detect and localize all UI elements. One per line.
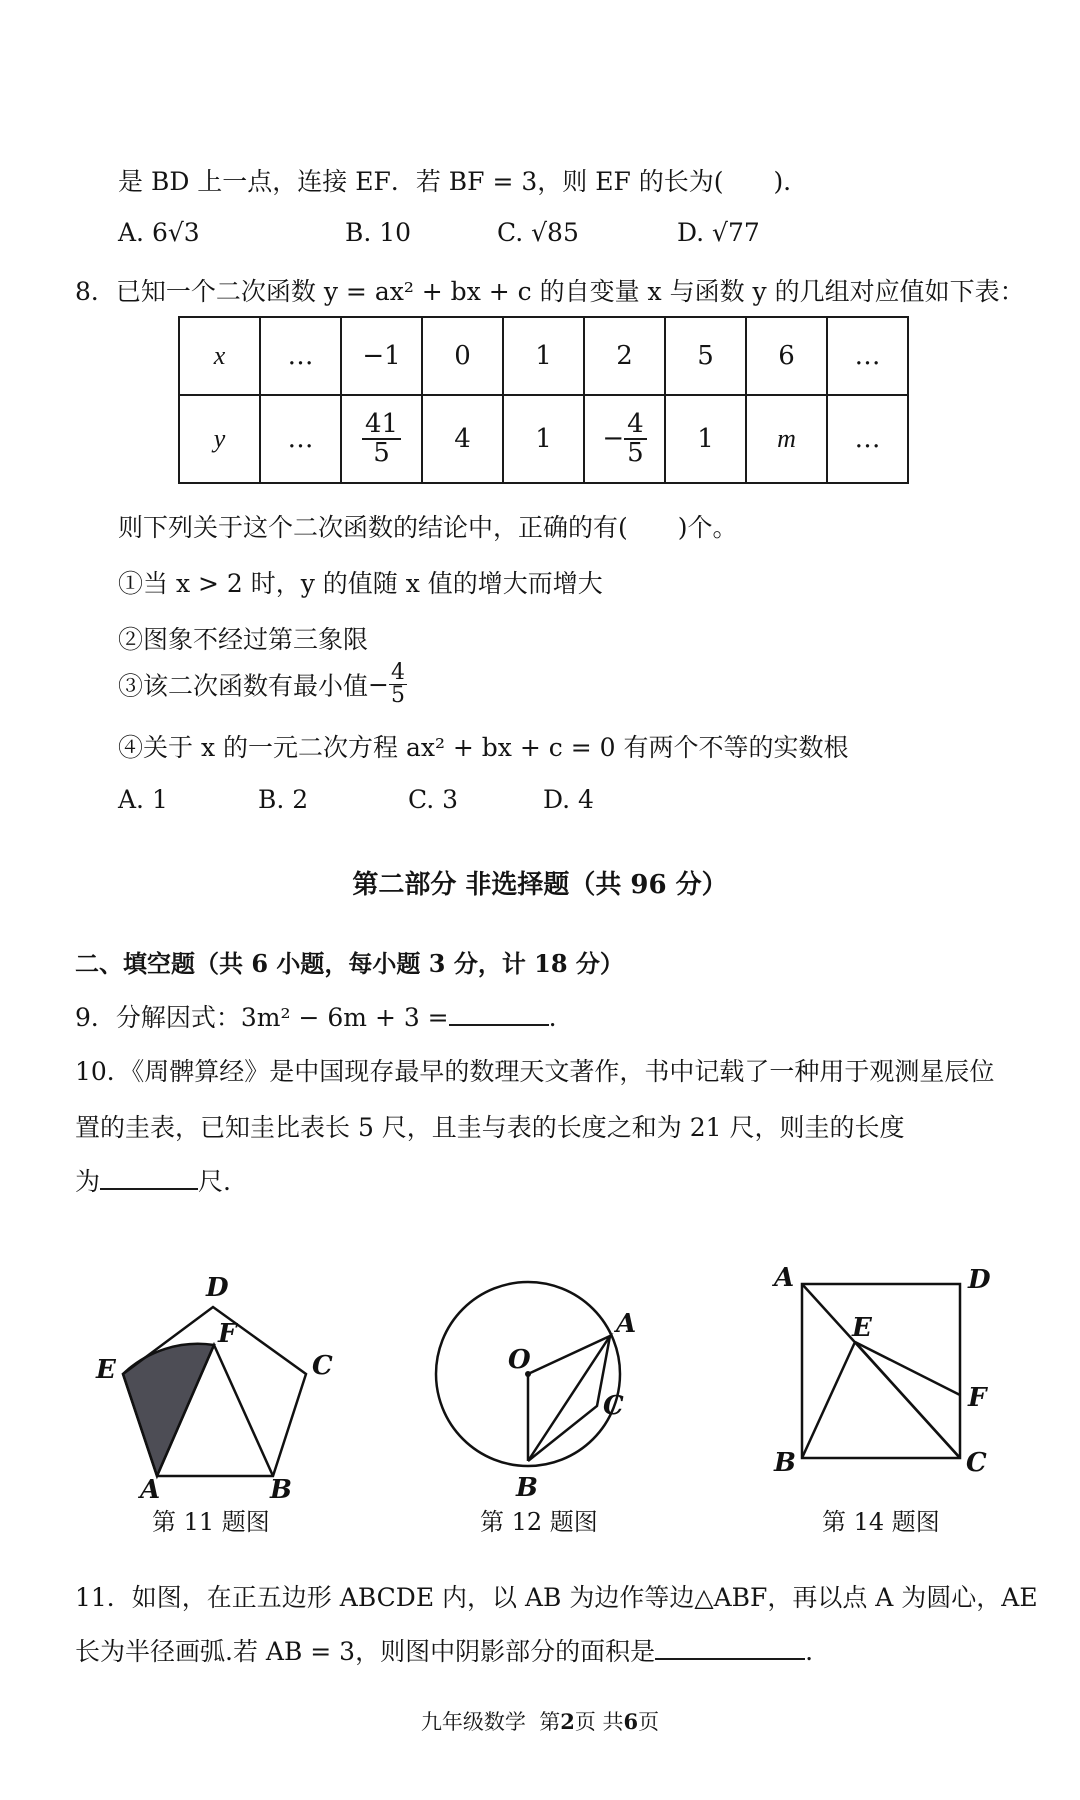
q8-statement-2: ②图象不经过第三象限 [118, 625, 369, 654]
figure-12-circle [420, 1256, 680, 1503]
table-cell: 0 [422, 317, 503, 395]
q9 [75, 998, 557, 1034]
footer-page-mid: 页 共 [574, 1710, 624, 1734]
label-a: A [774, 1263, 795, 1293]
fraction-sign: − [368, 670, 389, 699]
answer-blank[interactable] [100, 1166, 198, 1190]
table-cell: 1 [503, 395, 584, 483]
section-title: 第二部分 非选择题（共 96 分） [352, 870, 728, 900]
q11-line-2 [75, 1632, 813, 1668]
table-cell: y [179, 395, 260, 483]
table-cell: 1 [503, 317, 584, 395]
q9-text: 9．分解因式：3m² − 6m + 3 = [75, 1003, 449, 1032]
segment-be [802, 1342, 855, 1458]
label-f: F [968, 1383, 987, 1413]
fraction-numerator: 4 [390, 660, 405, 685]
fraction-numerator: 4 [624, 411, 647, 440]
fraction [389, 662, 407, 707]
table-row-x [179, 317, 908, 395]
q8-statement-1: ①当 x > 2 时，y 的值随 x 值的增大而增大 [118, 569, 603, 598]
q11-line-2-end: . [805, 1637, 814, 1666]
table-cell: … [260, 395, 341, 483]
footer-page-prefix: 第 [539, 1710, 561, 1734]
answer-blank[interactable] [655, 1636, 805, 1660]
table-cell: 1 [665, 395, 746, 483]
q8-statement-3 [118, 662, 407, 707]
table-cell: … [827, 317, 908, 395]
fraction-denominator: 5 [390, 683, 405, 708]
footer-subject: 九年级数学 [420, 1710, 526, 1734]
q10-line-3 [75, 1162, 231, 1198]
q8-statement-4: ④关于 x 的一元二次方程 ax² + bx + c = 0 有两个不等的实数根 [118, 733, 849, 762]
answer-blank[interactable] [449, 1002, 549, 1026]
q7-option-a: A. 6√3 [118, 218, 200, 247]
label-c: C [966, 1448, 987, 1478]
label-a: A [140, 1475, 161, 1505]
label-c: C [312, 1351, 333, 1381]
table-cell: −1 [341, 317, 422, 395]
q11-line-1: 11．如图，在正五边形 ABCDE 内，以 AB 为边作等边△ABF，再以点 A 为圆心，AE [75, 1583, 1038, 1612]
q11-line-2-text: 长为半径画弧.若 AB = 3，则图中阴影部分的面积是 [75, 1637, 656, 1666]
q10-line-3-start: 为 [75, 1167, 101, 1196]
table-cell: m [746, 395, 827, 483]
table-cell: 6 [746, 317, 827, 395]
label-a: A [616, 1309, 637, 1339]
q10-line-1: 10．《周髀算经》是中国现存最早的数理天文著作，书中记载了一种用于观测星辰位 [75, 1057, 995, 1086]
table-row-y [179, 395, 908, 483]
segment-ef [855, 1342, 960, 1395]
fraction-numerator: 41 [362, 411, 401, 440]
q8-value-table [178, 316, 909, 484]
table-cell: … [260, 317, 341, 395]
q10-line-3-end: 尺. [198, 1167, 231, 1196]
figure-11-pentagon [90, 1262, 350, 1505]
q8-question: 则下列关于这个二次函数的结论中，正确的有( )个。 [118, 513, 738, 542]
figure-11-caption: 第 11 题图 [152, 1508, 270, 1536]
label-b: B [270, 1475, 292, 1505]
label-c: C [603, 1391, 624, 1421]
table-cell: … [827, 395, 908, 483]
label-e: E [96, 1355, 116, 1385]
q7-tail-text: 是 BD 上一点，连接 EF．若 BF = 3，则 EF 的长为( )． [118, 167, 809, 196]
fraction-denominator: 5 [373, 438, 390, 468]
table-cell: 2 [584, 317, 665, 395]
label-o: O [508, 1345, 531, 1375]
footer-page-suffix: 页 [638, 1710, 660, 1734]
label-b: B [774, 1448, 796, 1478]
label-d: D [206, 1273, 229, 1303]
q8-stem: 8．已知一个二次函数 y = ax² + bx + c 的自变量 x 与函数 y 的几组对应值如下表： [75, 277, 1025, 306]
q9-end: . [548, 1003, 557, 1032]
fraction-sign: − [602, 423, 625, 453]
segment-ec [855, 1342, 960, 1458]
q7-option-c: C. √85 [497, 218, 579, 247]
q7-option-b: B. 10 [345, 218, 412, 247]
q8-option-c: C. 3 [408, 785, 459, 814]
q8-option-d: D. 4 [543, 785, 594, 814]
table-cell: 5 [665, 317, 746, 395]
table-cell [584, 395, 665, 483]
fraction [624, 408, 647, 468]
table-cell [341, 395, 422, 483]
q8-option-a: A. 1 [118, 785, 168, 814]
footer-page-number: 2 [560, 1709, 575, 1734]
q7-option-d: D. √77 [677, 218, 760, 247]
table-cell: x [179, 317, 260, 395]
label-f: F [218, 1319, 237, 1349]
fill-in-heading: 二、填空题（共 6 小题，每小题 3 分，计 18 分） [75, 949, 624, 978]
q8-option-b: B. 2 [258, 785, 309, 814]
table-cell: 4 [422, 395, 503, 483]
figure-14-square [770, 1256, 1030, 1496]
page-footer [0, 1706, 1080, 1736]
label-b: B [516, 1473, 538, 1503]
fraction-denominator: 5 [627, 438, 644, 468]
label-e: E [852, 1313, 872, 1343]
statement-3-text: ③该二次函数有最小值 [118, 671, 369, 701]
footer-total-pages: 6 [623, 1709, 639, 1734]
figure-14-caption: 第 14 题图 [822, 1508, 940, 1536]
fraction [362, 408, 401, 468]
q10-line-2: 置的圭表，已知圭比表长 5 尺，且圭与表的长度之和为 21 尺，则圭的长度 [75, 1113, 905, 1142]
label-d: D [968, 1265, 991, 1295]
figure-12-caption: 第 12 题图 [480, 1508, 598, 1536]
